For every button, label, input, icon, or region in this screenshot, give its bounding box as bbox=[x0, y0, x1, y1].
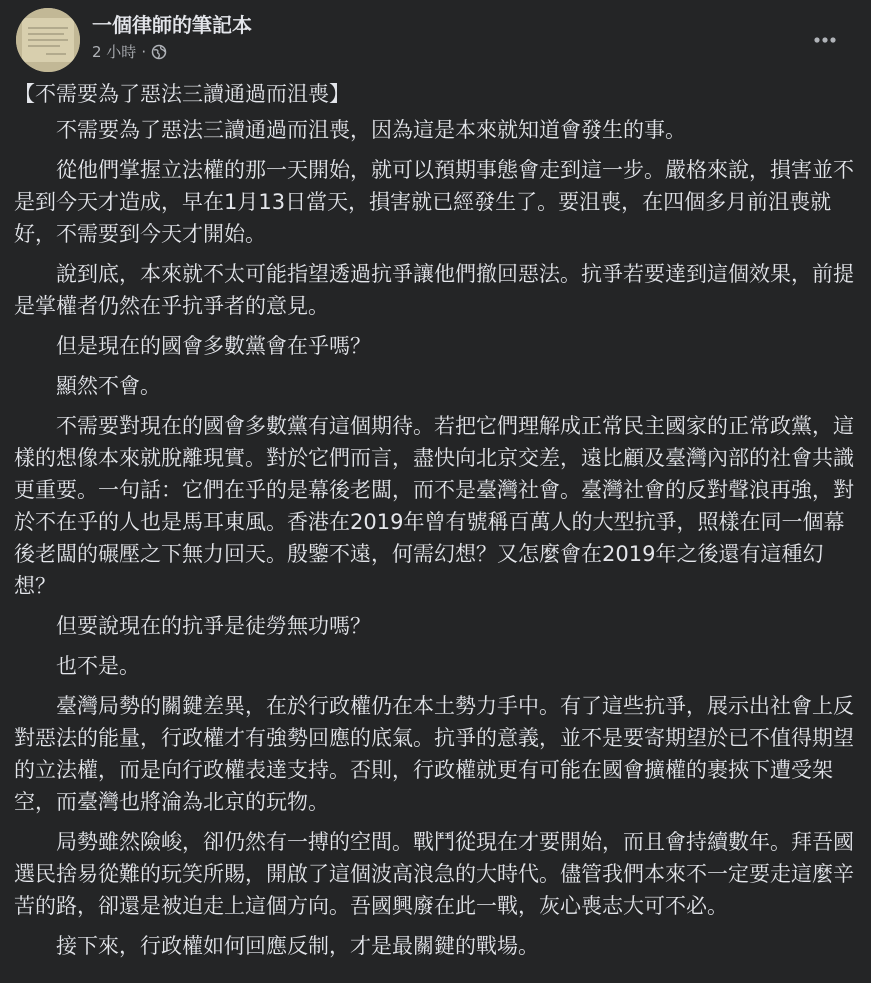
paragraph: 但要說現在的抗爭是徒勞無功嗎？ bbox=[56, 614, 371, 638]
paragraph: 局勢雖然險峻，卻仍然有一搏的空間。戰鬥從現在才要開始，而且會持續數年。拜吾國選民捨易從難的玩笑所賜，開啟了這個波高浪急的大時代。儘管我們本來不一定要走這麼辛苦的路，卻還是被迫走上這個方向。吾國興廢在此一戰，灰心喪志大可不必。 bbox=[14, 830, 854, 918]
paragraph: 接下來，行政權如何回應反制，才是最關鍵的戰場。 bbox=[56, 934, 539, 958]
paragraph: 不需要對現在的國會多數黨有這個期待。若把它們理解成正常民主國家的正常政黨，這樣的想像本來就脫離現實。對於它們而言，盡快向北京交差，遠比顧及臺灣內部的社會共識更重要。一句話：它們在乎的是幕後老闆，而不是臺灣社會。臺灣社會的反對聲浪再強，對於不在乎的人也是馬耳東風。香港在2019年曾有號稱百萬人的大型抗爭，照樣在同一個幕後老闆的碾壓之下無力回天。殷鑒不遠，何需幻想？又怎麼會在2019年之後還有這種幻想？ bbox=[14, 414, 854, 598]
timestamp[interactable]: 2 小時 bbox=[92, 43, 137, 61]
avatar-image bbox=[16, 8, 80, 72]
more-options-icon bbox=[813, 36, 837, 44]
globe-icon[interactable] bbox=[151, 44, 167, 60]
post-meta bbox=[92, 42, 167, 62]
paragraph: 說到底，本來就不太可能指望透過抗爭讓他們撤回惡法。抗爭若要達到這個效果，前提是掌權者仍然在乎抗爭者的意見。 bbox=[14, 262, 854, 318]
author-name[interactable]: 一個律師的筆記本 bbox=[92, 13, 252, 37]
meta-separator: · bbox=[141, 43, 147, 61]
paragraph: 但是現在的國會多數黨會在乎嗎？ bbox=[56, 334, 371, 358]
paragraph: 不需要為了惡法三讀通過而沮喪，因為這是本來就知道會發生的事。 bbox=[56, 118, 686, 142]
paragraph: 顯然不會。 bbox=[56, 374, 161, 398]
avatar[interactable] bbox=[16, 8, 80, 72]
paragraph: 從他們掌握立法權的那一天開始，就可以預期事態會走到這一步。嚴格來說，損害並不是到今天才造成，早在1月13日當天，損害就已經發生了。要沮喪，在四個多月前沮喪就好，不需要到今天才開始。 bbox=[14, 158, 854, 246]
post-header bbox=[16, 8, 855, 64]
more-options-button[interactable] bbox=[807, 22, 843, 58]
post-title: 【不需要為了惡法三讀通過而沮喪】 bbox=[14, 82, 350, 106]
paragraph: 臺灣局勢的關鍵差異，在於行政權仍在本土勢力手中。有了這些抗爭，展示出社會上反對惡法的能量，行政權才有強勢回應的底氣。抗爭的意義，並不是要寄期望於已不值得期望的立法權，而是向行政權表達支持。否則，行政權就更有可能在國會擴權的裹挾下遭受架空，而臺灣也將淪為北京的玩物。 bbox=[14, 694, 854, 814]
post-body bbox=[14, 78, 860, 970]
paragraph: 也不是。 bbox=[56, 654, 140, 678]
